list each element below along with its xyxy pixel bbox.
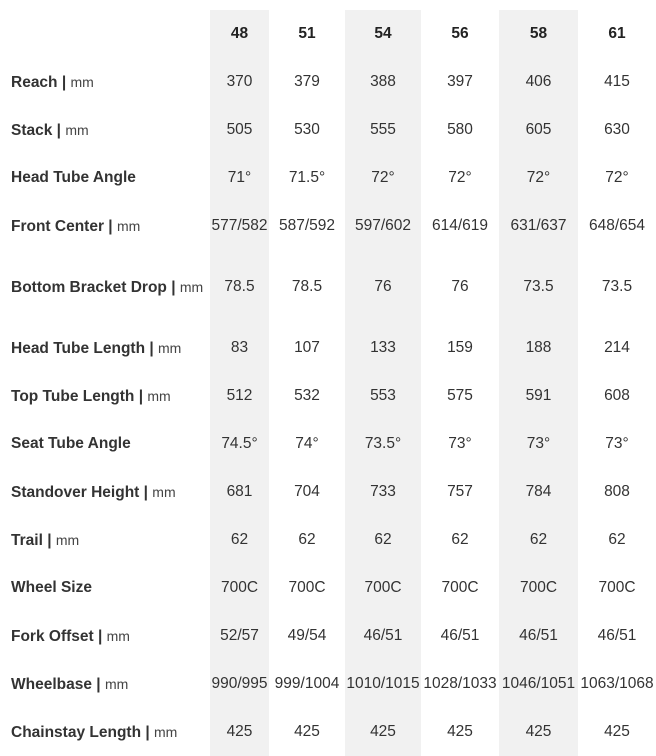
- row-label: [0, 564, 210, 612]
- value-cell: 46/51: [499, 612, 578, 660]
- value-cell: 62: [499, 516, 578, 564]
- value-cell: 700C: [288, 579, 326, 596]
- value-cell: 188: [499, 324, 578, 372]
- value-cell: 990/995: [210, 660, 269, 708]
- value-cell: 1063/1068: [580, 675, 654, 692]
- value-cell: 71°: [210, 154, 269, 202]
- value-cell: 425: [210, 708, 269, 756]
- row-label-text: Fork Offset: [11, 627, 94, 645]
- value-cell: 425: [499, 708, 578, 756]
- value-cell: 71.5°: [288, 169, 326, 186]
- table-row: [0, 324, 656, 372]
- row-label-text: Head Tube Length: [11, 339, 146, 357]
- size-header: 54: [345, 10, 421, 58]
- value-cell: 62: [298, 531, 316, 548]
- row-label: [0, 372, 210, 420]
- size-header: 56: [451, 25, 469, 42]
- row-unit: mm: [106, 627, 130, 644]
- value-cell: 512: [210, 372, 269, 420]
- row-label-text: Seat Tube Angle: [11, 435, 131, 452]
- value-cell: 532: [294, 387, 320, 404]
- row-unit: mm: [104, 675, 129, 692]
- value-cell: 577/582: [210, 202, 269, 250]
- value-cell: 530: [294, 121, 320, 138]
- row-unit: mm: [65, 121, 89, 138]
- size-header: 51: [298, 25, 316, 42]
- row-unit: mm: [55, 531, 80, 548]
- row-label: [0, 324, 210, 372]
- value-cell: 505: [210, 106, 269, 154]
- table-row: [0, 106, 656, 154]
- value-cell: 397: [447, 73, 473, 90]
- value-cell: 415: [604, 73, 630, 90]
- value-cell: 133: [345, 324, 421, 372]
- row-label: [0, 468, 210, 516]
- value-cell: 72°: [605, 169, 629, 186]
- value-cell: 425: [345, 708, 421, 756]
- row-label: [0, 612, 210, 660]
- value-cell: 605: [499, 106, 578, 154]
- table-row: [0, 372, 656, 420]
- unit-separator: |: [134, 387, 148, 405]
- header-corner: [0, 10, 210, 58]
- table-row: [0, 708, 656, 756]
- value-cell: 704: [294, 483, 320, 500]
- row-label: [0, 202, 210, 250]
- value-cell: 73°: [499, 420, 578, 468]
- unit-separator: |: [42, 531, 56, 549]
- value-cell: 614/619: [431, 217, 489, 234]
- value-cell: 62: [345, 516, 421, 564]
- row-label-text: Wheelbase: [11, 675, 92, 693]
- value-cell: 1028/1033: [423, 675, 497, 692]
- value-cell: 700C: [345, 564, 421, 612]
- row-label: [0, 250, 210, 324]
- value-cell: 62: [451, 531, 469, 548]
- value-cell: 72°: [448, 169, 472, 186]
- value-cell: 214: [604, 339, 630, 356]
- unit-separator: |: [166, 278, 180, 296]
- value-cell: 46/51: [597, 627, 637, 644]
- unit-separator: |: [139, 483, 153, 501]
- table-row: [0, 154, 656, 202]
- table-row: [0, 250, 656, 324]
- table-row: [0, 660, 656, 708]
- unit-separator: |: [91, 675, 105, 693]
- value-cell: 370: [210, 58, 269, 106]
- unit-separator: |: [52, 121, 66, 139]
- value-cell: 46/51: [440, 627, 480, 644]
- value-cell: 575: [447, 387, 473, 404]
- value-cell: 388: [345, 58, 421, 106]
- row-unit: mm: [158, 339, 182, 356]
- row-label-text: Standover Height: [11, 483, 140, 501]
- value-cell: 733: [345, 468, 421, 516]
- row-unit: mm: [179, 278, 204, 295]
- size-header-row: [0, 10, 656, 58]
- row-label-text: Trail: [11, 531, 43, 549]
- row-unit: mm: [147, 387, 171, 404]
- value-cell: 425: [294, 723, 320, 740]
- size-header: 48: [210, 10, 269, 58]
- value-cell: 62: [608, 531, 626, 548]
- value-cell: 76: [345, 250, 421, 324]
- value-cell: 49/54: [287, 627, 327, 644]
- value-cell: 46/51: [345, 612, 421, 660]
- row-label-text: Stack: [11, 121, 53, 139]
- value-cell: 78.5: [291, 278, 323, 295]
- table-row: [0, 564, 656, 612]
- table-row: [0, 612, 656, 660]
- value-cell: 73.5°: [345, 420, 421, 468]
- value-cell: 591: [499, 372, 578, 420]
- value-cell: 78.5: [210, 250, 269, 324]
- value-cell: 406: [499, 58, 578, 106]
- table-row: [0, 468, 656, 516]
- row-label: [0, 58, 210, 106]
- value-cell: 72°: [345, 154, 421, 202]
- value-cell: 700C: [499, 564, 578, 612]
- value-cell: 159: [447, 339, 473, 356]
- row-label: [0, 660, 210, 708]
- value-cell: 62: [210, 516, 269, 564]
- value-cell: 425: [604, 723, 630, 740]
- value-cell: 1046/1051: [499, 660, 578, 708]
- table-row: [0, 516, 656, 564]
- value-cell: 73°: [605, 435, 629, 452]
- value-cell: 555: [345, 106, 421, 154]
- unit-separator: |: [141, 723, 154, 741]
- row-label: [0, 516, 210, 564]
- value-cell: 757: [447, 483, 473, 500]
- value-cell: 1010/1015: [345, 660, 421, 708]
- value-cell: 808: [604, 483, 630, 500]
- value-cell: 553: [345, 372, 421, 420]
- row-unit: mm: [152, 483, 176, 500]
- value-cell: 73.5: [601, 278, 633, 295]
- table-row: [0, 202, 656, 250]
- geometry-table: [0, 10, 656, 756]
- value-cell: 425: [447, 723, 473, 740]
- value-cell: 83: [210, 324, 269, 372]
- unit-separator: |: [57, 73, 71, 91]
- value-cell: 700C: [441, 579, 479, 596]
- row-label: [0, 106, 210, 154]
- value-cell: 74.5°: [210, 420, 269, 468]
- value-cell: 107: [294, 339, 320, 356]
- size-header: 61: [608, 25, 626, 42]
- row-unit: mm: [70, 73, 94, 90]
- size-header: 58: [499, 10, 578, 58]
- row-unit: mm: [116, 217, 141, 234]
- geometry-rows: [0, 58, 656, 756]
- unit-separator: |: [145, 339, 158, 357]
- row-label-text: Top Tube Length: [11, 387, 135, 405]
- value-cell: 700C: [210, 564, 269, 612]
- value-cell: 700C: [598, 579, 636, 596]
- value-cell: 379: [294, 73, 320, 90]
- row-label-text: Head Tube Angle: [11, 169, 136, 186]
- value-cell: 648/654: [588, 217, 646, 234]
- value-cell: 608: [604, 387, 630, 404]
- table-row: [0, 58, 656, 106]
- row-label-text: Reach: [11, 73, 58, 91]
- value-cell: 52/57: [210, 612, 269, 660]
- value-cell: 597/602: [345, 202, 421, 250]
- row-label-text: Bottom Bracket Drop: [11, 278, 167, 296]
- row-label-text: Front Center: [11, 217, 104, 235]
- value-cell: 74°: [295, 435, 319, 452]
- value-cell: 76: [451, 278, 469, 295]
- row-label: [0, 420, 210, 468]
- value-cell: 784: [499, 468, 578, 516]
- value-cell: 631/637: [499, 202, 578, 250]
- value-cell: 72°: [499, 154, 578, 202]
- row-label: [0, 708, 210, 756]
- value-cell: 580: [447, 121, 473, 138]
- row-label-text: Wheel Size: [11, 579, 92, 596]
- table-row: [0, 420, 656, 468]
- row-label: [0, 154, 210, 202]
- value-cell: 587/592: [278, 217, 336, 234]
- value-cell: 999/1004: [274, 675, 340, 692]
- value-cell: 73°: [448, 435, 472, 452]
- value-cell: 681: [210, 468, 269, 516]
- unit-separator: |: [104, 217, 117, 235]
- value-cell: 630: [604, 121, 630, 138]
- value-cell: 73.5: [499, 250, 578, 324]
- row-unit: mm: [154, 723, 178, 740]
- row-label-text: Chainstay Length: [11, 723, 142, 741]
- unit-separator: |: [93, 627, 107, 645]
